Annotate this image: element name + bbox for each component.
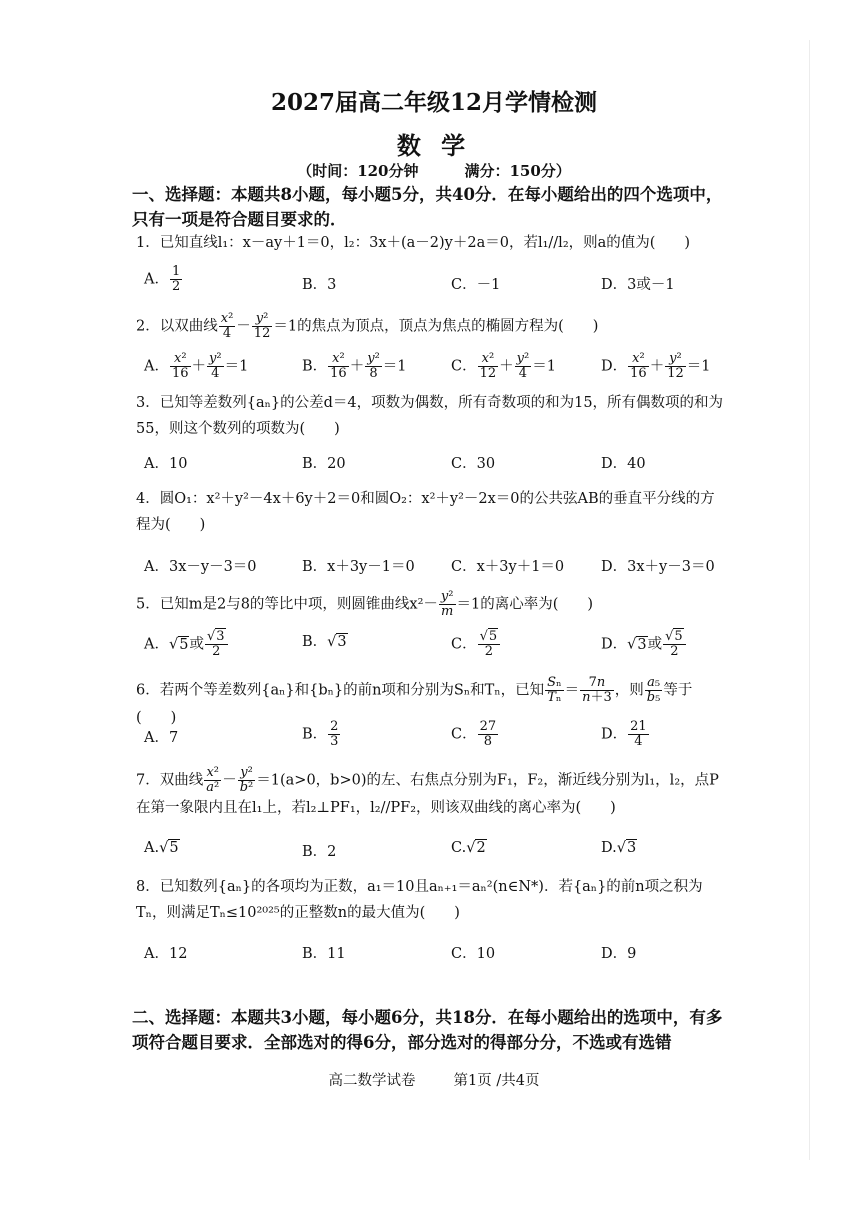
q2-options (144, 352, 724, 384)
question-6: 6．若两个等差数列{aₙ}和{bₙ}的前n项和分别为Sₙ和Tₙ，已知 $\frac{\text{Sₙ}}{\text{Tₙ}}$ ＝ $\frac{7n}{n+3}$ ，则 $\frac{\text{a₅}}{\text{b₅}}$ 等于( ) (136, 675, 693, 726)
q1-option-d: D．3或－1 (601, 277, 675, 293)
q5-option-b: B．√3 (302, 634, 347, 650)
exam-title: 2027届高二年级12月学情检测 (270, 89, 598, 116)
q8-options (144, 942, 724, 974)
q3-option-c: C．30 (451, 456, 496, 472)
q6-option-c: C． $\frac{27}{8}$ (451, 719, 497, 749)
q7-option-c: C.√2 (451, 840, 486, 856)
question-1: 1．已知直线l₁：x－ay＋1＝0，l₂：3x＋(a－2)y＋2a＝0，若l₁//l₂，则a的值为( ) (136, 235, 691, 251)
q4-option-b: B．x＋3y－1＝0 (302, 559, 415, 575)
q3-option-a: A．10 (144, 456, 188, 472)
question-4: 4．圆O₁：x²＋y²－4x＋6y＋2＝0和圆O₂：x²＋y²－2x＝0的公共弦AB的垂直平分线的方程为( ) (136, 491, 715, 533)
q7-option-a: A.√5 (144, 840, 179, 856)
q2-option-b: B． $\frac{\text{x²}}{16}$ ＋ $\frac{\text{y²}}{8}$ ＝1 (302, 351, 407, 381)
q5-option-c: C． $\frac{√5}{2}$ (451, 630, 501, 659)
question-5: 5．已知m是2与8的等比中项，则圆锥曲线x²－ $\frac{\text{y²}}{m}$ ＝1的离心率为( ) (136, 589, 594, 619)
q2-option-a: A． $\frac{\text{x²}}{16}$ ＋ $\frac{\text{y²}}{4}$ ＝1 (144, 351, 249, 381)
q3-option-b: B．20 (302, 456, 346, 472)
q3-option-d: D．40 (601, 456, 646, 472)
q1-options (144, 265, 724, 297)
q1-option-a: A． $\frac{1}{2}$ (144, 264, 181, 294)
q1-option-b: B．3 (302, 277, 337, 293)
question-3: 3．已知等差数列{aₙ}的公差d＝4，项数为偶数，所有奇数项的和为15，所有偶数项的和为55，则这个数列的项数为( ) (136, 395, 724, 437)
q1-option-c: C．－1 (451, 277, 501, 293)
section-1-heading: 一、选择题：本题共8小题，每小题5分，共40分．在每小题给出的四个选项中，只有一项是符合题目要求的． (132, 185, 723, 229)
q6-option-b: B． $\frac{2}{3}$ (302, 719, 339, 749)
exam-info (0, 160, 868, 181)
q4-option-d: D．3x＋y－3＝0 (601, 559, 715, 575)
q6-options (144, 720, 724, 752)
q8-option-d: D．9 (601, 946, 637, 962)
q5-options (144, 630, 724, 662)
q7-options (144, 840, 724, 872)
q2-option-d: D． $\frac{\text{x²}}{16}$ ＋ $\frac{\text{y²}}{12}$ ＝1 (601, 351, 711, 381)
q3-options (144, 452, 724, 484)
scan-edge (809, 40, 810, 1160)
q8-option-c: C．10 (451, 946, 496, 962)
question-8: 8．已知数列{aₙ}的各项均为正数，a₁＝10且aₙ₊₁＝aₙ²(n∈N*)．若{aₙ}的前n项之积为Tₙ，则满足Tₙ≤10²⁰²⁵的正整数n的最大值为( ) (136, 879, 703, 921)
page-footer (0, 1069, 868, 1090)
q6-option-a: A．7 (144, 730, 179, 746)
q8-option-b: B．11 (302, 946, 346, 962)
question-2: 2．以双曲线 $\frac{\text{x²}}{4}$ － $\frac{\text{y²}}{12}$ ＝1的焦点为顶点，顶点为焦点的椭圆方程为( ) (136, 311, 599, 341)
q5-option-a: A．√5或 $\frac{√3}{2}$ (144, 630, 229, 659)
section-2-heading: 二、选择题：本题共3小题，每小题6分，共18分．在每小题给出的选项中，有多项符合题目要求．全部选对的得6分，部分选对的得部分分，不选或有选错 (132, 1008, 723, 1052)
q5-option-d: D．√3或 $\frac{√5}{2}$ (601, 630, 687, 659)
question-7: 7．双曲线 $\frac{\text{x²}}{\text{a²}}$ － $\frac{\text{y²}}{\text{b²}}$ ＝1(a>0，b>0)的左、右焦点分别为F₁，F₂，渐近线分别为l₁，l₂，点P在第一象限内且在l₁上，若l₂⊥PF₁，l₂//PF₂，则该双曲线的离心率为( ) (136, 765, 719, 816)
q7-option-d: D.√3 (601, 840, 637, 856)
q7-option-b: B．2 (302, 844, 337, 860)
time-limit: （时间：120分钟 (297, 162, 419, 180)
full-score: 满分：150分） (464, 162, 571, 180)
fraction: $\frac{1}{2}$ (171, 264, 181, 294)
q4-options (144, 555, 724, 587)
q6-option-d: D． $\frac{21}{4}$ (601, 719, 647, 749)
q4-option-a: A．3x－y－3＝0 (144, 559, 257, 575)
q4-option-c: C．x＋3y＋1＝0 (451, 559, 565, 575)
paper-name: 高二数学试卷 (328, 1073, 416, 1089)
q8-option-a: A．12 (144, 946, 188, 962)
subject-title: 数 学 (396, 131, 472, 160)
page-number: 第1页 /共4页 (453, 1073, 540, 1089)
q2-option-c: C． $\frac{\text{x²}}{12}$ ＋ $\frac{\text{y²}}{4}$ ＝1 (451, 351, 556, 381)
